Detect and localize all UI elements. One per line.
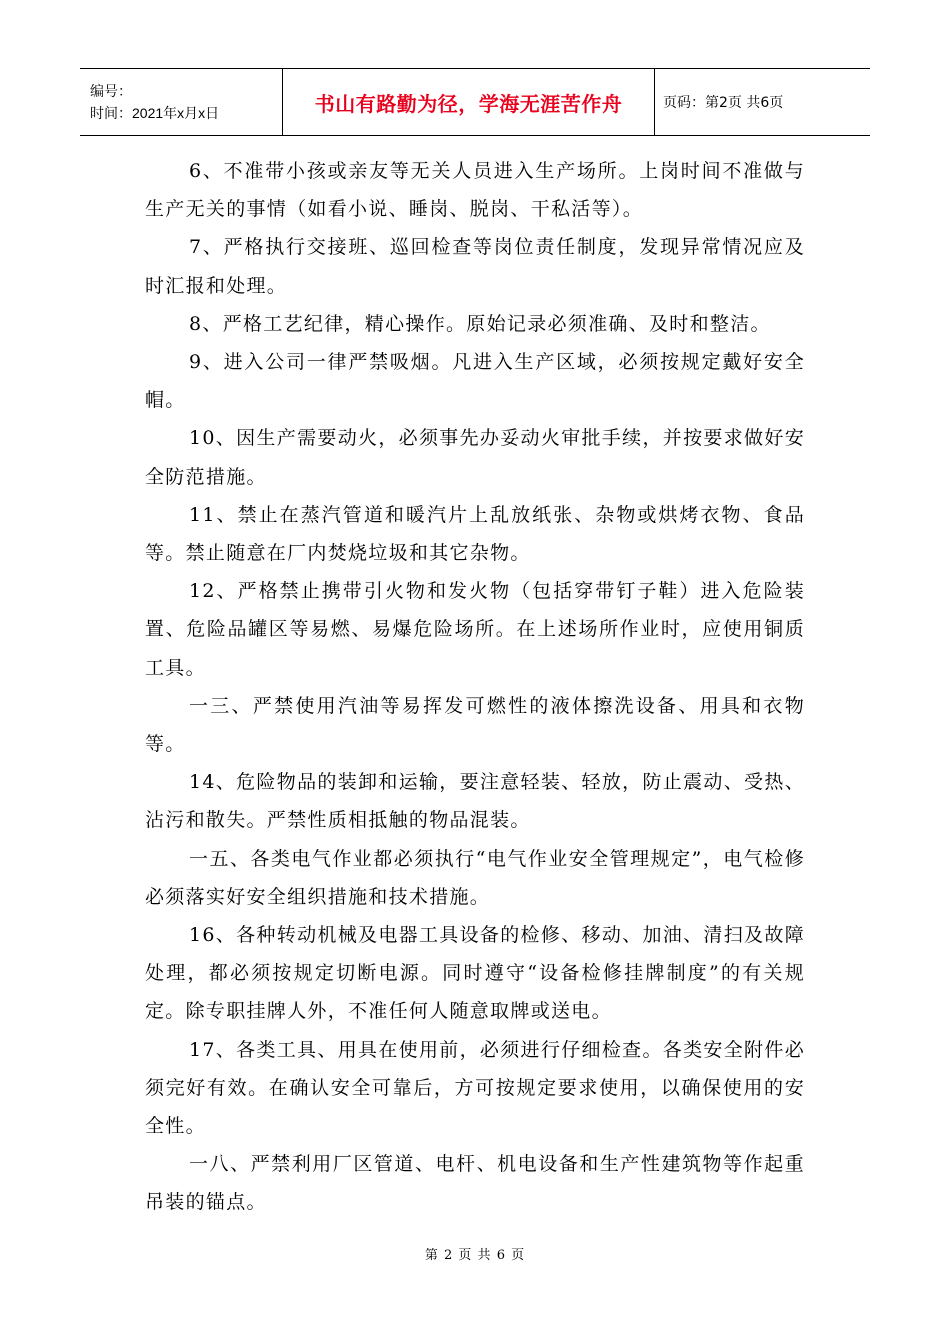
paragraph: 7、严格执行交接班、巡回检查等岗位责任制度，发现异常情况应及时汇报和处理。 bbox=[145, 236, 805, 297]
paragraph: 14、危险物品的装卸和运输，要注意轻装、轻放，防止震动、受热、沾污和散失。严禁性质相抵触的物品混装。 bbox=[145, 771, 805, 832]
header-motto-cell bbox=[282, 69, 655, 135]
serial-number-label: 编号： bbox=[90, 83, 132, 99]
paragraph: 16、各种转动机械及电器工具设备的检修、移动、加油、清扫及故障处理，都必须按规定切断电源。同时遵守“设备检修挂牌制度”的有关规定。除专职挂牌人外，不准任何人随意取牌或送电。 bbox=[145, 924, 805, 1023]
paragraph: 12、严格禁止携带引火物和发火物（包括穿带钉子鞋）进入危险装置、危险品罐区等易燃、易爆危险场所。在上述场所作业时，应使用铜质工具。 bbox=[145, 580, 805, 679]
date-text: 时间：2021年x月x日 bbox=[90, 105, 220, 121]
paragraph: 10、因生产需要动火，必须事先办妥动火审批手续，并按要求做好安全防范措施。 bbox=[145, 427, 805, 488]
page-code-text: 页码：第2页 共6页 bbox=[663, 95, 784, 111]
header-page-cell bbox=[655, 69, 870, 135]
page-header bbox=[80, 68, 870, 136]
header-meta-cell bbox=[80, 69, 282, 135]
paragraph: 一三、严禁使用汽油等易挥发可燃性的液体擦洗设备、用具和衣物等。 bbox=[145, 694, 805, 756]
document-body bbox=[145, 152, 805, 1222]
paragraph: 9、进入公司一律严禁吸烟。凡进入生产区域，必须按规定戴好安全帽。 bbox=[145, 351, 805, 412]
paragraph: 一五、各类电气作业都必须执行“电气作业安全管理规定”，电气检修必须落实好安全组织措施和技术措施。 bbox=[145, 847, 805, 908]
paragraph: 一八、严禁利用厂区管道、电杆、机电设备和生产性建筑物等作起重吊装的锚点。 bbox=[145, 1153, 805, 1214]
page-footer: 第 2 页 共 6 页 bbox=[424, 1248, 526, 1263]
paragraph: 17、各类工具、用具在使用前，必须进行仔细检查。各类安全附件必须完好有效。在确认安全可靠后，方可按规定要求使用，以确保使用的安全性。 bbox=[145, 1038, 805, 1138]
paragraph: 8、严格工艺纪律，精心操作。原始记录必须准确、及时和整洁。 bbox=[189, 312, 771, 335]
paragraph: 6、不准带小孩或亲友等无关人员进入生产场所。上岗时间不准做与生产无关的事情（如看小说、睡岗、脱岗、干私活等）。 bbox=[145, 160, 805, 221]
motto-text: 书山有路勤为径，学海无涯苦作舟 bbox=[314, 91, 623, 116]
paragraph: 11、禁止在蒸汽管道和暖汽片上乱放纸张、杂物或烘烤衣物、食品等。禁止随意在厂内焚烧垃圾和其它杂物。 bbox=[145, 503, 805, 565]
